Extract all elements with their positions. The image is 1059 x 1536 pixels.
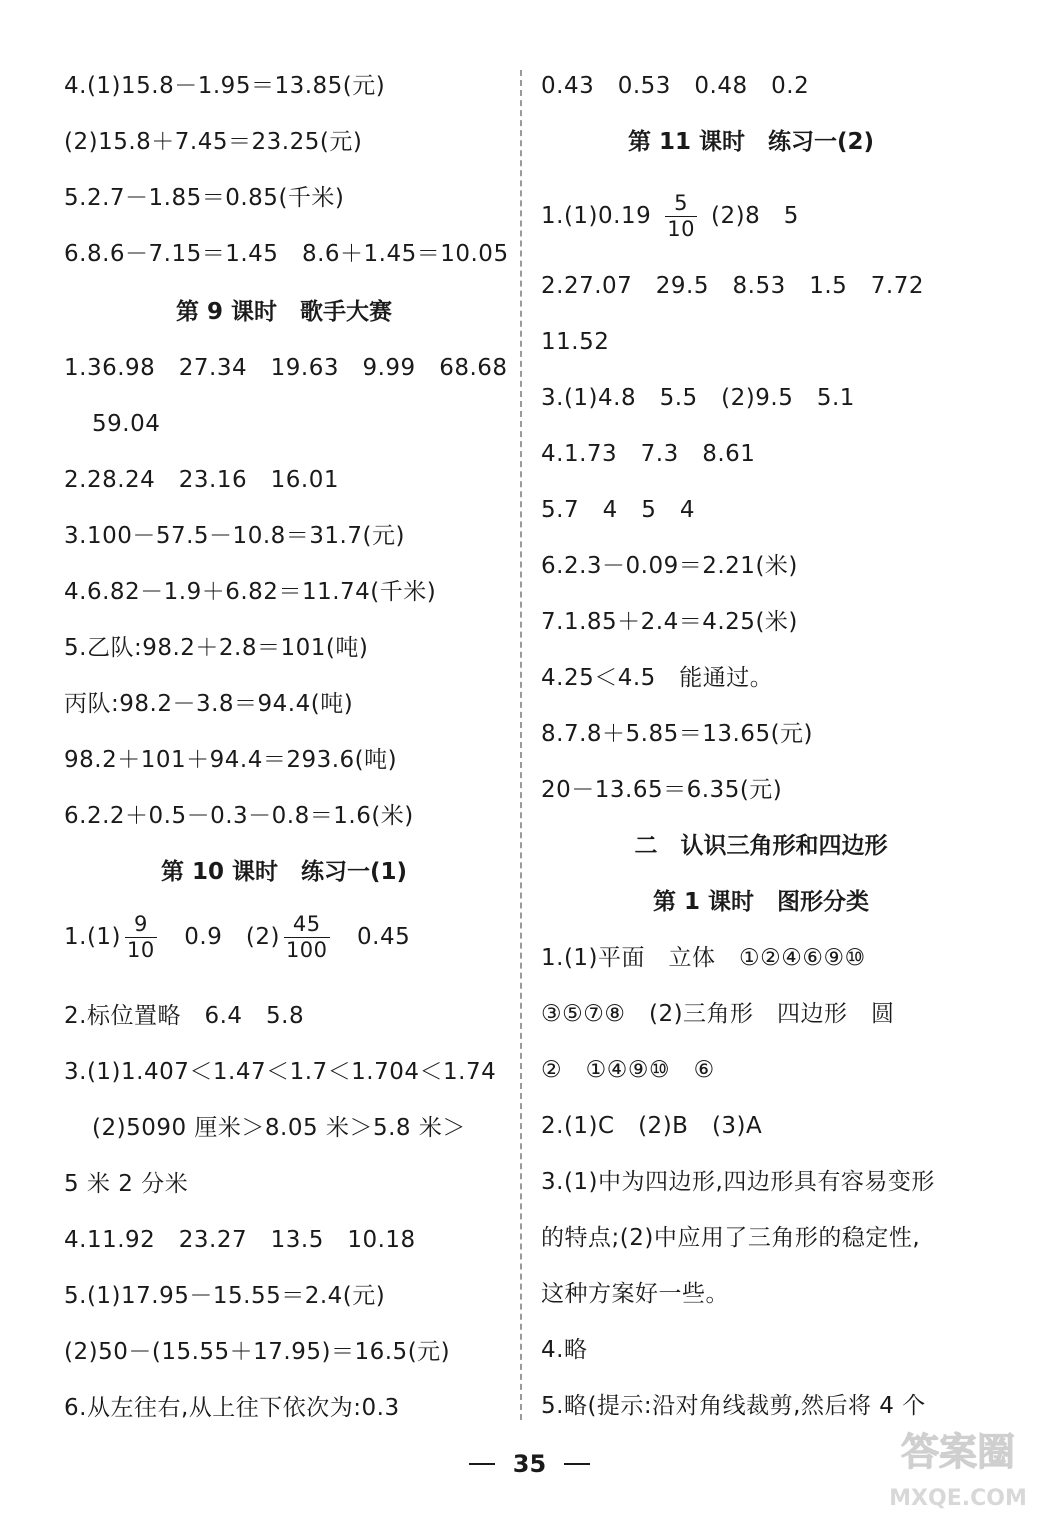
answer-line: 4.6.82－1.9＋6.82＝11.74(千米) <box>64 579 437 605</box>
answer-text: 1.(1)0.19 <box>541 203 652 229</box>
fraction <box>125 911 157 962</box>
answer-line: 丙队:98.2－3.8＝94.4(吨) <box>64 691 354 717</box>
answer-line: 5.2.7－1.85＝0.85(千米) <box>64 185 345 211</box>
answer-line: 3.(1)4.8 5.5 (2)9.5 5.1 <box>541 385 855 411</box>
answer-line: 1.(1)平面 立体 ①②④⑥⑨⑩ <box>541 945 866 971</box>
answer-line: 20－13.65＝6.35(元) <box>541 777 783 803</box>
answer-line: 3.100－57.5－10.8＝31.7(元) <box>64 523 405 549</box>
fraction-answer-line <box>64 904 410 970</box>
answer-line: (2)5090 厘米＞8.05 米＞5.8 米＞ <box>92 1115 466 1141</box>
answer-line: 3.(1)1.407＜1.47＜1.7＜1.704＜1.74 <box>64 1059 497 1085</box>
lesson-11-heading: 第 11 课时 练习一(2) <box>627 129 875 155</box>
column-divider <box>520 70 522 1420</box>
answer-line: 5.乙队:98.2＋2.8＝101(吨) <box>64 635 369 661</box>
answer-line: ② ①④⑨⑩ ⑥ <box>541 1057 715 1083</box>
answer-line: 4.(1)15.8－1.95＝13.85(元) <box>64 73 386 99</box>
answer-line: 4.25＜4.5 能通过。 <box>541 665 774 691</box>
fraction-denominator: 10 <box>667 216 695 241</box>
answer-line: 5 米 2 分米 <box>64 1171 189 1197</box>
answer-line: 4.1.73 7.3 8.61 <box>541 441 756 467</box>
answer-line: 5.略(提示:沿对角线裁剪,然后将 4 个 <box>541 1393 926 1419</box>
answer-line: 6.2.3－0.09＝2.21(米) <box>541 553 798 579</box>
answer-line: (2)15.8＋7.45＝23.25(元) <box>64 129 363 155</box>
watermark-text: 答案圈 <box>900 1430 1016 1474</box>
watermark-url: MXQE.COM <box>889 1486 1027 1511</box>
answer-line: 6.8.6－7.15＝1.45 8.6＋1.45＝10.05 <box>64 241 509 267</box>
answer-line: ③⑤⑦⑧ (2)三角形 四边形 圆 <box>541 1001 895 1027</box>
answer-line: 2.(1)C (2)B (3)A <box>541 1113 763 1139</box>
answer-line: 这种方案好一些。 <box>541 1281 729 1307</box>
answer-line: 7.1.85＋2.4＝4.25(米) <box>541 609 798 635</box>
answer-line: 5.7 4 5 4 <box>541 497 695 523</box>
answer-line: 6.2.2＋0.5－0.3－0.8＝1.6(米) <box>64 803 414 829</box>
answer-line: 0.43 0.53 0.48 0.2 <box>541 73 810 99</box>
answer-line: 2.28.24 23.16 16.01 <box>64 467 339 493</box>
fraction-denominator: 100 <box>285 937 328 962</box>
answer-text: 0.45 <box>333 924 411 950</box>
answer-line: 5.(1)17.95－15.55＝2.4(元) <box>64 1283 386 1309</box>
lesson-9-heading: 第 9 课时 歌手大赛 <box>175 299 393 325</box>
answer-text: 0.9 (2) <box>160 924 280 950</box>
lesson-1-heading: 第 1 课时 图形分类 <box>652 889 870 915</box>
answer-line: 4.略 <box>541 1337 588 1363</box>
answer-line: 98.2＋101＋94.4＝293.6(吨) <box>64 747 398 773</box>
watermark-logo <box>883 1410 1033 1520</box>
unit-2-heading: 二 认识三角形和四边形 <box>634 833 888 859</box>
fraction-denominator: 10 <box>127 937 155 962</box>
lesson-10-heading: 第 10 课时 练习一(1) <box>160 859 408 885</box>
fraction-numerator: 45 <box>292 911 321 936</box>
fraction <box>665 190 697 241</box>
answer-line: 59.04 <box>92 411 161 437</box>
answer-line: 的特点;(2)中应用了三角形的稳定性, <box>541 1225 921 1251</box>
fraction <box>284 911 330 962</box>
answer-line: 2.标位置略 6.4 5.8 <box>64 1003 305 1029</box>
answer-line: 11.52 <box>541 329 610 355</box>
answer-text: (2)8 5 <box>710 203 799 229</box>
fraction-numerator: 5 <box>674 190 689 215</box>
answer-line: 8.7.8＋5.85＝13.65(元) <box>541 721 814 747</box>
answer-line: (2)50－(15.55＋17.95)＝16.5(元) <box>64 1339 451 1365</box>
answer-text: 1.(1) <box>64 924 122 950</box>
answer-line: 1.36.98 27.34 19.63 9.99 68.68 <box>64 355 508 381</box>
fraction-answer-line <box>541 176 799 256</box>
answer-line: 4.11.92 23.27 13.5 10.18 <box>64 1227 416 1253</box>
answer-line: 2.27.07 29.5 8.53 1.5 7.72 <box>541 273 924 299</box>
page-number: 35 <box>512 1450 547 1478</box>
footer-dash <box>469 1463 495 1465</box>
answer-line: 3.(1)中为四边形,四边形具有容易变形 <box>541 1169 935 1195</box>
footer-dash <box>564 1463 590 1465</box>
answer-line: 6.从左往右,从上往下依次为:0.3 <box>64 1395 400 1421</box>
fraction-numerator: 9 <box>133 911 148 936</box>
